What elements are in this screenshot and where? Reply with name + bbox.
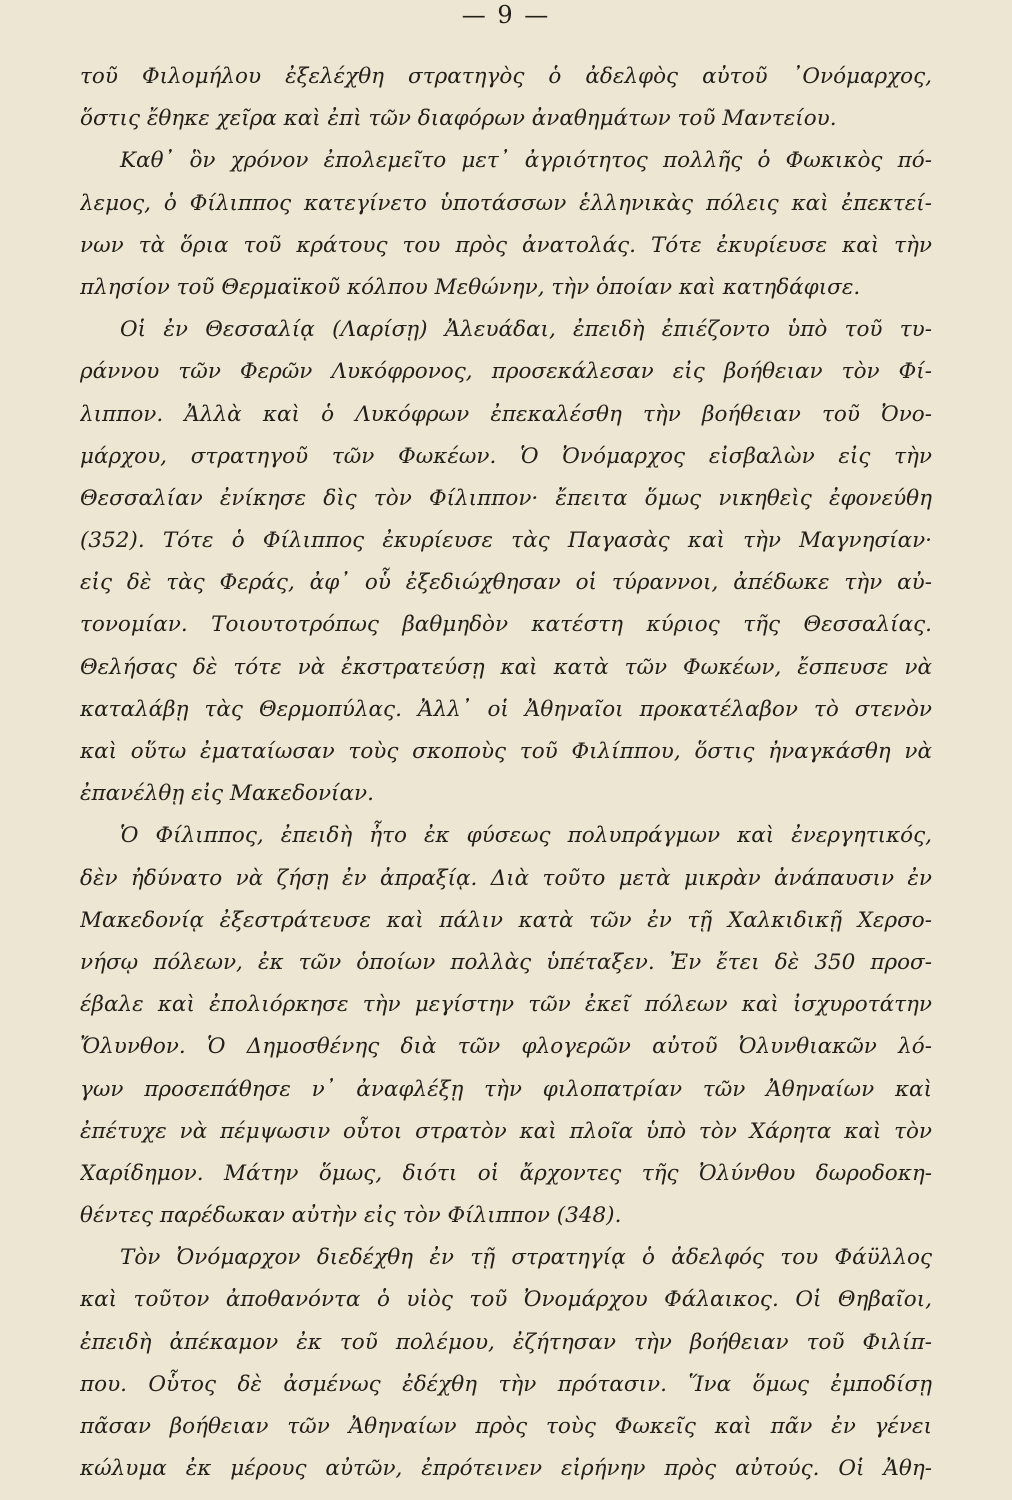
text-line: θέντες παρέδωκαν αὐτὴν εἰς τὸν Φίλιππον (348). xyxy=(80,1203,622,1229)
text-line: ἐπειδὴ ἀπέκαμον ἐκ τοῦ πολέμου, ἐζήτησαν τὴν βοήθειαν τοῦ Φιλίπ- xyxy=(80,1329,932,1355)
text-line: ἐπέτυχε νὰ πέμψωσιν οὗτοι στρατὸν καὶ πλοῖα ὑπὸ τὸν Χάρητα καὶ τὸν xyxy=(80,1118,932,1144)
text-line: λιππον. Ἀλλὰ καὶ ὁ Λυκόφρων ἐπεκαλέσθη τὴν βοήθειαν τοῦ Ὀνο- xyxy=(80,401,932,427)
text-line: καὶ τοῦτον ἀποθανόντα ὁ υἱὸς τοῦ Ὀνομάρχου Φάλαικος. Οἱ Θηβαῖοι, xyxy=(80,1287,932,1313)
text-line: Τὸν Ὀνόμαρχον διεδέχθη ἐν τῇ στρατηγίᾳ ὁ ἀδελφός του Φάϋλλος xyxy=(120,1245,932,1271)
text-line: Μακεδονίᾳ ἐξεστράτευσε καὶ πάλιν κατὰ τῶν ἐν τῇ Χαλκιδικῇ Χερσο- xyxy=(80,907,932,933)
text-line: Οἱ ἐν Θεσσαλίᾳ (Λαρίσῃ) Ἀλευάδαι, ἐπειδὴ ἐπιέζοντο ὑπὸ τοῦ τυ- xyxy=(120,317,932,343)
text-line: τονομίαν. Τοιουτοτρόπως βαθμηδὸν κατέστη κύριος τῆς Θεσσαλίας. xyxy=(80,612,932,638)
text-line: νήσῳ πόλεων, ἐκ τῶν ὁποίων πολλὰς ὑπέταξεν. Ἐν ἔτει δὲ 350 προσ- xyxy=(80,949,932,975)
text-line: Καθ᾿ ὃν χρόνον ἐπολεμεῖτο μετ᾿ ἀγριότητος πολλῆς ὁ Φωκικὸς πό- xyxy=(120,148,932,174)
text-line: πλησίον τοῦ Θερμαϊκοῦ κόλπου Μεθώνην, τὴν ὁποίαν καὶ κατηδάφισε. xyxy=(80,274,861,300)
text-line: πᾶσαν βοήθειαν τῶν Ἀθηναίων πρὸς τοὺς Φωκεῖς καὶ πᾶν ἐν γένει xyxy=(80,1414,932,1439)
text-line: τοῦ Φιλομήλου ἐξελέχθη στρατηγὸς ὁ ἀδελφὸς αὐτοῦ ᾿Ονόμαρχος, xyxy=(80,64,932,89)
text-line: ὅστις ἔθηκε χεῖρα καὶ ἐπὶ τῶν διαφόρων ἀναθημάτων τοῦ Μαντείου. xyxy=(80,106,837,132)
text-line: εἰς δὲ τὰς Φεράς, ἀφ᾿ οὗ ἐξεδιώχθησαν οἱ τύραννοι, ἀπέδωκε τὴν αὐ- xyxy=(80,570,932,596)
text-line: Ὄλυνθον. Ὁ Δημοσθένης διὰ τῶν φλογερῶν αὐτοῦ Ὀλυνθιακῶν λό- xyxy=(80,1034,932,1060)
text-line: ἐπανέλθῃ εἰς Μακεδονίαν. xyxy=(80,781,374,807)
text-line: λεμος, ὁ Φίλιππος κατεγίνετο ὑποτάσσων ἑλληνικὰς πόλεις καὶ ἐπεκτεί- xyxy=(80,190,932,216)
text-line: ράννου τῶν Φερῶν Λυκόφρονος, προσεκάλεσαν εἰς βοήθειαν τὸν Φί- xyxy=(80,359,932,385)
body-text xyxy=(80,56,932,1490)
page-number: — 9 — xyxy=(461,1,551,29)
text-line: νων τὰ ὅρια τοῦ κράτους του πρὸς ἀνατολάς. Τότε ἐκυρίευσε καὶ τὴν xyxy=(80,232,932,258)
text-line: καταλάβῃ τὰς Θερμοπύλας. Ἀλλ᾿ οἱ Ἀθηναῖοι προκατέλαβον τὸ στενὸν xyxy=(80,696,932,722)
text-line: (352). Τότε ὁ Φίλιππος ἐκυρίευσε τὰς Παγασὰς καὶ τὴν Μαγνησίαν· xyxy=(80,528,932,554)
text-line: έβαλε καὶ ἐπολιόρκησε τὴν μεγίστην τῶν ἐκεῖ πόλεων καὶ ἰσχυροτάτην xyxy=(80,992,932,1018)
text-line: μάρχου, στρατηγοῦ τῶν Φωκέων. Ὁ Ὀνόμαρχος εἰσβαλὼν εἰς τὴν xyxy=(80,443,932,469)
text-line: Θεσσαλίαν ἐνίκησε δὶς τὸν Φίλιππον· ἔπειτα ὅμως νικηθεὶς ἐφονεύθη xyxy=(80,485,932,511)
text-line: καὶ οὕτω ἐματαίωσαν τοὺς σκοποὺς τοῦ Φιλίππου, ὅστις ἠναγκάσθη νὰ xyxy=(80,739,932,764)
text-line: Ὁ Φίλιππος, ἐπειδὴ ἦτο ἐκ φύσεως πολυπράγμων καὶ ἐνεργητικός, xyxy=(120,823,932,849)
text-line: δὲν ἠδύνατο νὰ ζήσῃ ἐν ἀπραξίᾳ. Διὰ τοῦτο μετὰ μικρὰν ἀνάπαυσιν ἐν xyxy=(80,865,932,891)
text-line: Χαρίδημον. Μάτην ὅμως, διότι οἱ ἄρχοντες τῆς Ὀλύνθου δωροδοκη- xyxy=(80,1160,932,1186)
text-line: κώλυμα ἐκ μέρους αὐτῶν, ἐπρότεινεν εἰρήνην πρὸς αὐτούς. Οἱ Ἀθη- xyxy=(80,1456,932,1482)
text-line: γων προσεπάθησε ν᾿ ἀναφλέξῃ τὴν φιλοπατρίαν τῶν Ἀθηναίων καὶ xyxy=(80,1076,932,1102)
text-line: Θελήσας δὲ τότε νὰ ἐκστρατεύσῃ καὶ κατὰ τῶν Φωκέων, ἔσπευσε νὰ xyxy=(80,654,932,680)
text-line: που. Οὗτος δὲ ἀσμένως ἐδέχθη τὴν πρότασιν. Ἵνα ὅμως ἐμποδίσῃ xyxy=(80,1371,932,1397)
